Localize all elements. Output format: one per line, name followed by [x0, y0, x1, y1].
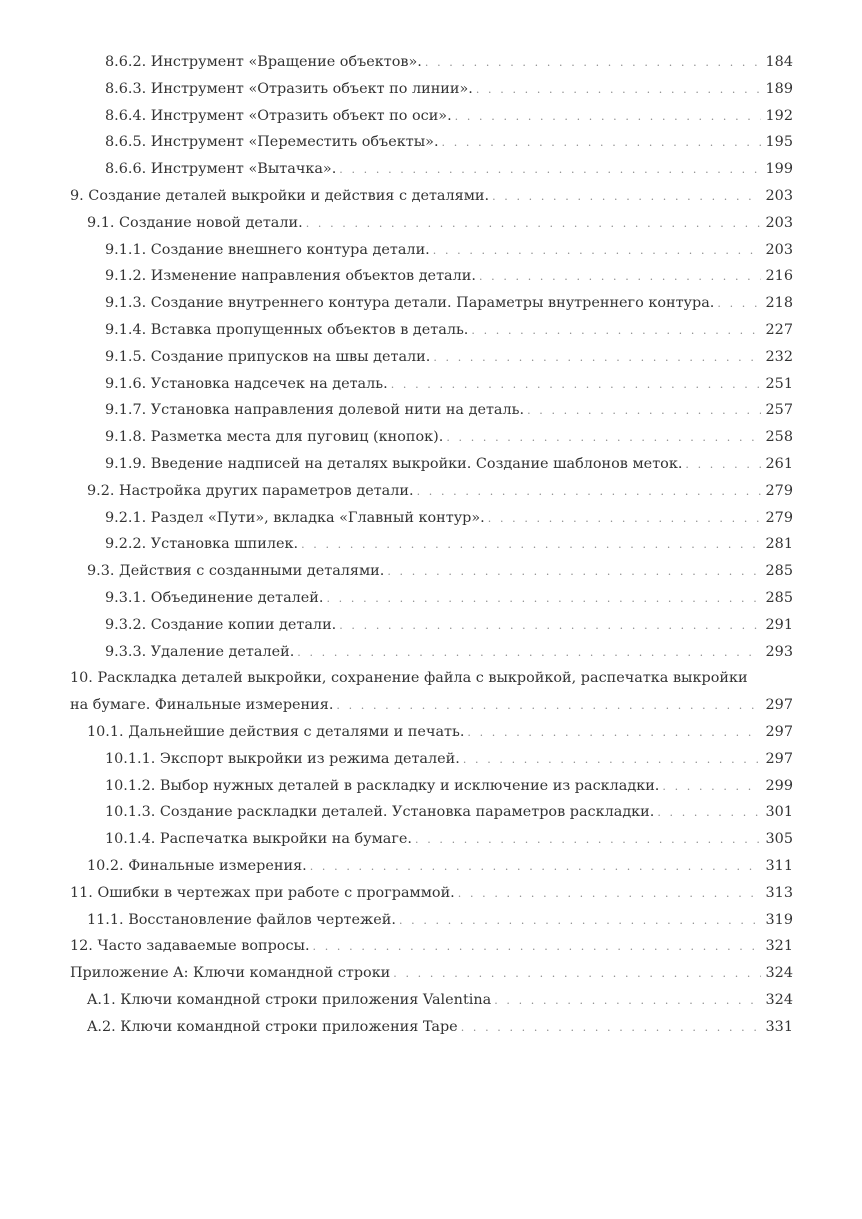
dot-leader: [387, 559, 760, 585]
toc-entry[interactable]: [70, 103, 793, 130]
toc-entry-line[interactable]: [70, 665, 793, 692]
toc-entry[interactable]: [70, 129, 793, 156]
toc-entry-title: 10.1.4. Распечатка выкройки на бумаге.: [105, 831, 413, 848]
toc-entry-page-number: 251: [765, 375, 793, 392]
toc-entry-title: 9.1.4. Вставка пропущенных объектов в деталь.: [105, 321, 469, 338]
dot-leader: [425, 50, 761, 76]
toc-entry-title: 9.3.3. Удаление деталей.: [105, 643, 295, 660]
toc-entry-title: 9.1.2. Изменение направления объектов детали.: [105, 268, 476, 285]
dot-leader: [494, 988, 760, 1014]
toc-entry-page-number: 324: [765, 965, 793, 982]
toc-entry[interactable]: [70, 746, 793, 773]
toc-entry-title: 8.6.4. Инструмент «Отразить объект по оси».: [105, 107, 452, 124]
toc-entry-page-number: 258: [765, 429, 793, 446]
dot-leader: [313, 934, 761, 960]
dot-leader: [433, 238, 761, 264]
toc-entry-title: 9.2. Настройка других параметров детали.: [87, 482, 414, 499]
toc-entry[interactable]: [70, 183, 793, 210]
toc-entry-page-number: 227: [765, 321, 793, 338]
toc-entry-title: 9.3.1. Объединение деталей.: [105, 589, 324, 606]
dot-leader: [492, 184, 760, 210]
dot-leader: [306, 211, 761, 237]
dot-leader: [471, 318, 760, 344]
toc-entry-page-number: 189: [765, 80, 793, 97]
toc-entry-title: 9.1.3. Создание внутреннего контура детали. Параметры внутреннего контура.: [105, 295, 715, 312]
dot-leader: [310, 854, 761, 880]
toc-entry-page-number: 232: [765, 348, 793, 365]
dot-leader: [717, 291, 760, 317]
toc-entry-title: 9.1.5. Создание припусков на швы детали.: [105, 348, 431, 365]
toc-entry-title: 10.1. Дальнейшие действия с деталями и печать.: [87, 723, 465, 740]
toc-entry[interactable]: [70, 639, 793, 666]
toc-entry-title: 8.6.5. Инструмент «Переместить объекты».: [105, 134, 439, 151]
toc-entry-page-number: 324: [765, 991, 793, 1008]
dot-leader: [479, 264, 761, 290]
toc-entry-title: 9. Создание деталей выкройки и действия с деталями.: [70, 187, 490, 204]
toc-entry-title: Приложение A: Ключи командной строки: [70, 965, 391, 982]
toc-entry[interactable]: [70, 853, 793, 880]
dot-leader: [476, 77, 761, 103]
toc-entry-page-number: 305: [765, 831, 793, 848]
dot-leader: [463, 747, 761, 773]
toc-entry-page-number: 297: [765, 723, 793, 740]
toc-entry-page-number: 257: [765, 402, 793, 419]
toc-entry[interactable]: [70, 719, 793, 746]
toc-entry-title: 9.1.9. Введение надписей на деталях выкройки. Создание шаблонов меток.: [105, 455, 683, 472]
toc-entry-title: 10.1.3. Создание раскладки деталей. Установка параметров раскладки.: [105, 804, 655, 821]
toc-entry-page-number: 279: [765, 509, 793, 526]
dot-leader: [685, 452, 760, 478]
dot-leader: [326, 586, 760, 612]
toc-entry-title: 9.3.2. Создание копии детали.: [105, 616, 337, 633]
dot-leader: [461, 1015, 761, 1041]
toc-entry[interactable]: [70, 799, 793, 826]
toc-entry[interactable]: [70, 773, 793, 800]
toc-entry[interactable]: [70, 960, 793, 987]
toc-entry-page-number: 299: [765, 777, 793, 794]
toc-entry-page-number: 203: [765, 241, 793, 258]
toc-entry-title: на бумаге. Финальные измерения.: [70, 697, 334, 714]
toc-entry[interactable]: [70, 344, 793, 371]
toc-entry[interactable]: [70, 76, 793, 103]
dot-leader: [399, 908, 761, 934]
toc-entry-page-number: 297: [765, 750, 793, 767]
dot-leader: [458, 881, 761, 907]
toc-entry[interactable]: [70, 880, 793, 907]
toc-entry[interactable]: [70, 612, 793, 639]
toc-entry-title: 12. Часто задаваемые вопросы.: [70, 938, 310, 955]
toc-entry[interactable]: [70, 826, 793, 853]
toc-entry-title: 9.1.6. Установка надсечек на деталь.: [105, 375, 388, 392]
toc-entry-page-number: 319: [765, 911, 793, 928]
toc-entry-page-number: 279: [765, 482, 793, 499]
toc-entry[interactable]: [70, 478, 793, 505]
toc-entry-title: 10.1.2. Выбор нужных деталей в раскладку и исключение из раскладки.: [105, 777, 660, 794]
toc-entry-page-number: 291: [765, 616, 793, 633]
dot-leader: [417, 479, 761, 505]
dot-leader: [455, 104, 761, 130]
dot-leader: [488, 506, 761, 532]
toc-entry-title: 11. Ошибки в чертежах при работе с программой.: [70, 884, 455, 901]
table-of-contents: [70, 49, 793, 1040]
toc-entry[interactable]: [70, 424, 793, 451]
dot-leader: [662, 774, 760, 800]
toc-entry-page-number: 313: [765, 884, 793, 901]
toc-entry-page-number: 293: [765, 643, 793, 660]
toc-entry[interactable]: [70, 290, 793, 317]
toc-entry-title: 10. Раскладка деталей выкройки, сохранение файла с выкройкой, распечатка выкройки: [70, 670, 748, 687]
toc-entry[interactable]: [70, 371, 793, 398]
toc-entry-title: 9.1.8. Разметка места для пуговиц (кнопок).: [105, 429, 444, 446]
toc-entry-page-number: 192: [765, 107, 793, 124]
toc-entry-title: 9.2.2. Установка шпилек.: [105, 536, 299, 553]
toc-entry[interactable]: [70, 692, 793, 719]
toc-entry-page-number: 184: [765, 54, 793, 70]
dot-leader: [446, 425, 760, 451]
toc-entry-page-number: 311: [765, 857, 793, 874]
toc-entry-page-number: 297: [765, 697, 793, 714]
toc-entry-page-number: 203: [765, 214, 793, 231]
dot-leader: [467, 720, 760, 746]
dot-leader: [393, 961, 760, 987]
toc-entry-page-number: 199: [765, 161, 793, 178]
dot-leader: [433, 345, 760, 371]
toc-entry-title: 8.6.2. Инструмент «Вращение объектов».: [105, 54, 422, 70]
toc-entry[interactable]: [70, 558, 793, 585]
dot-leader: [301, 532, 760, 558]
toc-entry[interactable]: [70, 210, 793, 237]
toc-entry[interactable]: [70, 933, 793, 960]
toc-entry-title: 11.1. Восстановление файлов чертежей.: [87, 911, 396, 928]
toc-entry[interactable]: [70, 987, 793, 1014]
toc-entry-title: 9.1. Создание новой детали.: [87, 214, 303, 231]
toc-entry-title: 10.2. Финальные измерения.: [87, 857, 307, 874]
dot-leader: [442, 130, 761, 156]
toc-entry-title: 9.3. Действия с созданными деталями.: [87, 563, 385, 580]
toc-entry-page-number: 321: [765, 938, 793, 955]
toc-entry-page-number: 261: [765, 455, 793, 472]
dot-leader: [339, 157, 760, 183]
toc-entry-title: 8.6.3. Инструмент «Отразить объект по линии».: [105, 80, 473, 97]
toc-entry-page-number: 331: [765, 1018, 793, 1035]
dot-leader: [336, 693, 760, 719]
toc-entry-title: 10.1.1. Экспорт выкройки из режима деталей.: [105, 750, 460, 767]
dot-leader: [339, 613, 760, 639]
toc-entry-page-number: 218: [765, 295, 793, 312]
toc-entry-title: 9.1.1. Создание внешнего контура детали.: [105, 241, 430, 258]
toc-entry[interactable]: [70, 49, 793, 76]
dot-leader: [297, 640, 760, 666]
toc-entry-title: A.1. Ключи командной строки приложения Valentina: [87, 991, 492, 1008]
toc-entry-title: 8.6.6. Инструмент «Вытачка».: [105, 161, 337, 178]
dot-leader: [527, 398, 760, 424]
toc-entry-page-number: 216: [765, 268, 793, 285]
toc-entry-page-number: 281: [765, 536, 793, 553]
toc-entry-title: 9.1.7. Установка направления долевой нити на деталь.: [105, 402, 525, 419]
dot-leader: [391, 372, 761, 398]
toc-entry[interactable]: [70, 585, 793, 612]
toc-entry[interactable]: [70, 263, 793, 290]
toc-entry[interactable]: [70, 451, 793, 478]
toc-entry[interactable]: [70, 237, 793, 264]
dot-leader: [415, 827, 761, 853]
toc-entry-page-number: 301: [765, 804, 793, 821]
toc-entry[interactable]: [70, 317, 793, 344]
toc-entry[interactable]: [70, 531, 793, 558]
toc-entry-page-number: 203: [765, 187, 793, 204]
toc-entry[interactable]: [70, 156, 793, 183]
toc-entry-page-number: 195: [765, 134, 793, 151]
toc-entry[interactable]: [70, 907, 793, 934]
toc-entry-page-number: 285: [765, 563, 793, 580]
toc-entry[interactable]: [70, 1014, 793, 1041]
toc-entry[interactable]: [70, 505, 793, 532]
toc-entry-page-number: 285: [765, 589, 793, 606]
toc-entry-title: 9.2.1. Раздел «Пути», вкладка «Главный контур».: [105, 509, 485, 526]
dot-leader: [657, 800, 760, 826]
toc-entry-title: A.2. Ключи командной строки приложения Tape: [87, 1018, 458, 1035]
toc-list: [70, 49, 793, 1040]
toc-entry[interactable]: [70, 397, 793, 424]
